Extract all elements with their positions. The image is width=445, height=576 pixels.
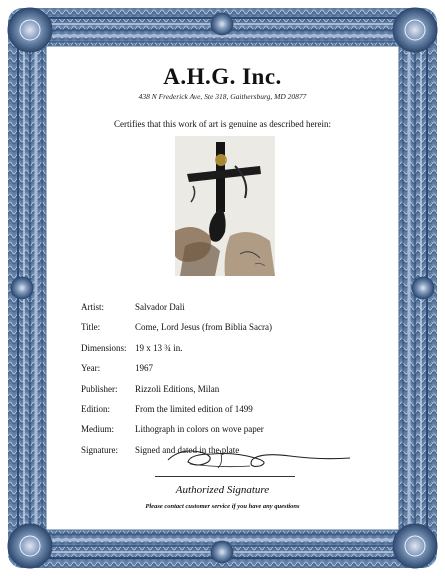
detail-label: Year: — [81, 363, 101, 374]
handwritten-signature — [160, 442, 360, 474]
detail-value: 19 x 13 ¾ in. — [135, 342, 183, 353]
artwork-image — [175, 136, 275, 276]
detail-value: Lithograph in colors on wove paper — [135, 424, 264, 435]
detail-label: Signature: — [81, 444, 118, 455]
detail-label: Artist: — [81, 302, 105, 312]
detail-row-year — [81, 363, 381, 383]
certification-statement: Certifies that this work of art is genuine as described herein: — [114, 119, 331, 129]
contact-note: Please contact customer service if you have any questions — [145, 503, 300, 510]
detail-value: 1967 — [135, 363, 153, 374]
detail-value: Signed and dated in the plate — [135, 444, 240, 455]
detail-label: Medium: — [81, 424, 114, 435]
detail-label: Title: — [81, 322, 101, 333]
signature-line — [155, 476, 295, 477]
detail-label: Publisher: — [81, 383, 118, 394]
artwork-details — [81, 302, 381, 465]
detail-value: Come, Lord Jesus (from Biblia Sacra) — [135, 322, 272, 333]
authorized-signature-label: Authorized Signature — [175, 484, 270, 496]
detail-value: Rizzoli Editions, Milan — [135, 383, 220, 394]
company-address: 438 N Frederick Ave, Ste 318, Gaithersburg, MD 20877 — [138, 92, 307, 101]
detail-label: Dimensions: — [81, 342, 127, 353]
detail-row-artist — [81, 302, 381, 322]
detail-row-edition — [81, 404, 381, 424]
company-name: A.H.G. Inc. — [163, 64, 282, 89]
detail-label: Edition: — [81, 403, 110, 414]
detail-row-dimensions — [81, 343, 381, 363]
detail-value: From the limited edition of 1499 — [135, 403, 253, 414]
detail-row-publisher — [81, 384, 381, 404]
detail-row-title — [81, 322, 381, 342]
detail-value: Salvador Dali — [135, 302, 185, 312]
